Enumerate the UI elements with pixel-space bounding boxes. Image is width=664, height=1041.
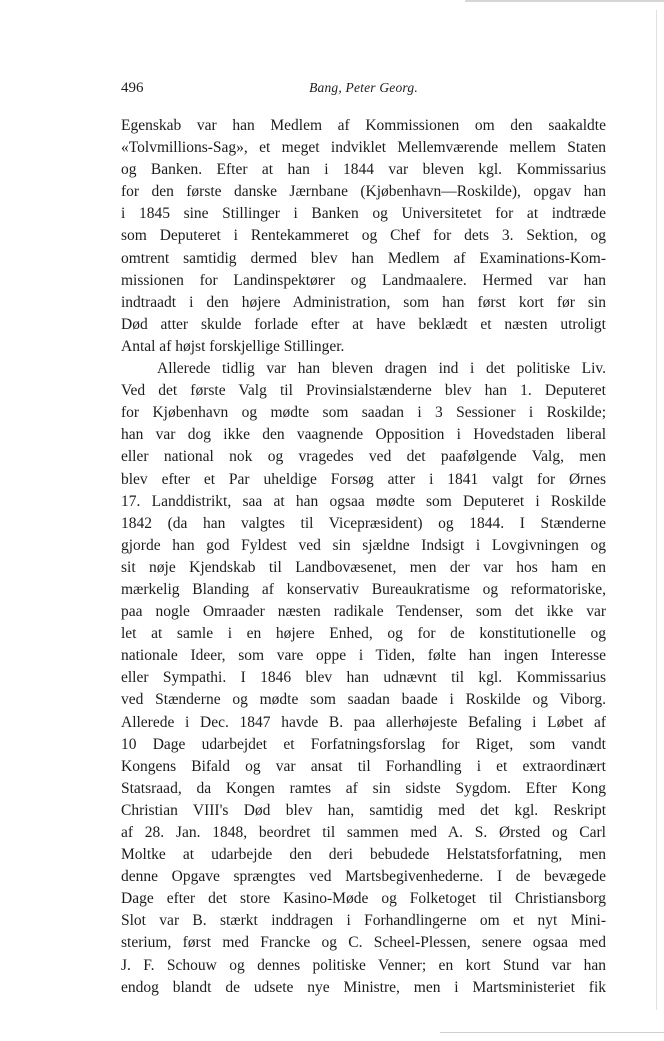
paragraph-end-line: Antal af højst forskjellige Stillinger. [121,337,345,355]
text-line: sterium, først med Francke og C. Scheel-Plessen, senere ogsaa med [121,934,606,952]
text-line: eller national nok og vragedes ved det paafølgende Valg, men [121,448,606,466]
running-title: Bang, Peter Georg. [309,80,418,95]
text-line: sit nøje Kjendskab til Landbovæsenet, men der var hos ham en [121,558,606,576]
text-line: for den første danske Jærnbane (Kjøbenhavn—Roskilde), opgav han [121,183,606,201]
page-edge-top [465,0,664,2]
text-line: Slot var B. stærkt inddragen i Forhandlingerne om et nyt Mini- [121,912,606,930]
text-line: let at samle i en højere Enhed, og for de konstitutionelle og [121,625,606,643]
paragraph-start-line: Allerede tidlig var han bleven dragen ind i det politiske Liv. [157,360,606,378]
text-line: paa nogle Omraader næsten radikale Tendenser, som det ikke var [121,603,606,621]
text-line: af 28. Jan. 1848, beordret til sammen med A. S. Ørsted og Carl [121,824,606,841]
text-line: han var dog ikke den vaagnende Opposition i Hovedstaden liberal [121,426,606,444]
text-line: missionen for Landinspektører og Landmaalere. Hermed var han [121,271,606,289]
text-line: denne Opgave sprængtes ved Martsbegivenhederne. I de bevægede [121,868,606,886]
text-line: gjorde han god Fyldest ved sin sjældne Indsigt i Lovgivningen og [121,536,606,554]
text-line: 17. Landdistrikt, saa at han ogsaa mødte som Deputeret i Roskilde [121,492,606,510]
text-line: Egenskab var han Medlem af Kommissionen om den saakaldte [121,117,606,134]
text-line: i 1845 sine Stillinger i Banken og Universitetet for at indtræde [121,205,606,223]
text-line: 1842 (da han valgtes til Vicepræsident) og 1844. I Stænderne [121,514,606,532]
text-line: og Banken. Efter at han i 1844 var bleven kgl. Kommissarius [121,161,606,179]
text-line: eller Sympathi. I 1846 blev han udnævnt til kgl. Kommissarius [121,669,606,687]
text-line: ved Stænderne og mødte som saadan baade i Roskilde og Viborg. [121,691,606,709]
text-line: indtraadt i den højere Administration, som han først kort før sin [121,293,606,311]
body-text [121,115,606,999]
text-line: «Tolvmillions-Sag», et meget indviklet Mellemværende mellem Staten [121,139,606,157]
text-line: Moltke at udarbejde den deri bebudede Helstatsforfatning, men [121,846,606,864]
page-edge-right [656,10,657,1010]
text-line: som Deputeret i Rentekammeret og Chef for dets 3. Sektion, og [121,227,606,245]
text-line: mærkelig Blanding af konservativ Bureaukratisme og reformatoriske, [121,580,606,598]
text-line: endog blandt de udsete nye Ministre, men i Martsministeriet fik [121,978,606,996]
text-line: Statsraad, da Kongen ramtes af sin sidste Sygdom. Efter Kong [121,779,606,797]
text-line: for Kjøbenhavn og mødte som saadan i 3 Sessioner i Roskilde; [121,404,606,422]
page-edge-bottom [440,1032,664,1033]
text-line: Kongens Bifald og var ansat til Forhandling i et extraordinært [121,757,606,775]
page-header [121,80,606,100]
text-line: Allerede i Dec. 1847 havde B. paa allerhøjeste Befaling i Løbet af [121,713,606,731]
text-line: J. F. Schouw og dennes politiske Venner; en kort Stund var han [121,956,606,974]
text-line: Død atter skulde forlade efter at have beklædt et næsten utroligt [121,315,606,333]
text-line: omtrent samtidig dermed blev han Medlem af Examinations-Kom- [121,249,606,267]
text-line: Ved det første Valg til Provinsialstænderne blev han 1. Deputeret [121,382,606,400]
text-line: blev efter et Par uheldige Forsøg atter i 1841 valgt for Ørnes [121,470,606,488]
text-line: Christian VIII's Død blev han, samtidig med det kgl. Reskript [121,801,606,819]
page-number: 496 [121,80,144,96]
text-line: Dage efter det store Kasino-Møde og Folketoget til Christiansborg [121,890,606,908]
text-line: nationale Ideer, som vare oppe i Tiden, følte han ingen Interesse [121,647,606,665]
text-line: 10 Dage udarbejdet et Forfatningsforslag for Riget, som vandt [121,735,606,753]
